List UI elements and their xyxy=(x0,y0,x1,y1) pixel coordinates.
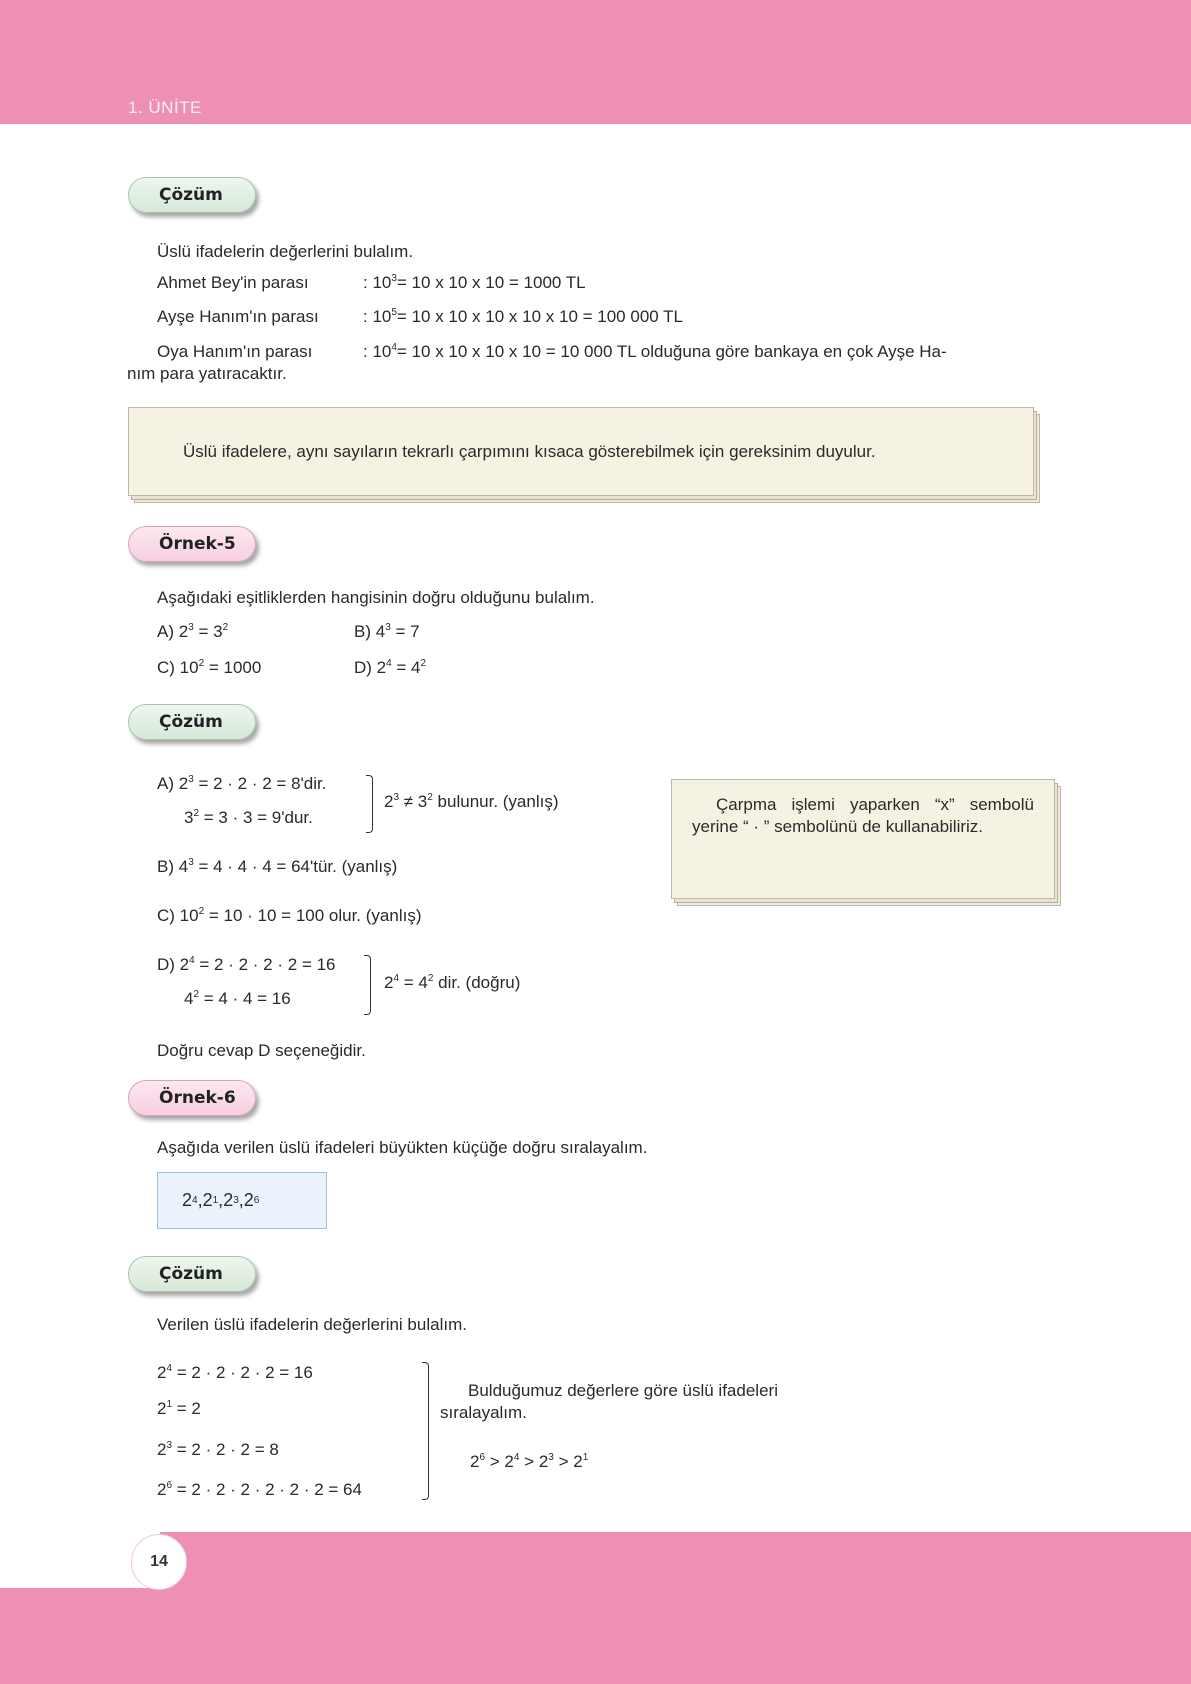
base: 2 xyxy=(157,1399,167,1418)
solution-b-line xyxy=(157,856,397,878)
math-text: = 4 xyxy=(399,973,428,992)
math-text: 4 xyxy=(184,989,194,1008)
exponent: 4 xyxy=(166,1363,173,1374)
exponent: 2 xyxy=(427,973,434,984)
exponent: 2 xyxy=(420,658,427,669)
base: 2 xyxy=(182,1190,193,1210)
side-note-text: Çarpma işlemi yaparken “x” sembolü yerine “ · ” sembolünü de kullanabiliriz. xyxy=(692,795,1034,836)
row-rest: = 10 x 10 x 10 x 10 x 10 = 100 000 TL xyxy=(396,307,683,326)
brace xyxy=(364,955,371,1015)
exponent: 4 xyxy=(513,1452,520,1463)
math-text: = 2 · 2 · 2 = 8 xyxy=(172,1440,279,1459)
exponent: 2 xyxy=(198,906,205,917)
answer-text: Doğru cevap D seçeneğidir. xyxy=(157,1041,366,1060)
base: 2 xyxy=(504,1452,514,1471)
row-ayse xyxy=(157,306,683,328)
exponent: 2 xyxy=(427,792,433,803)
option-text: C) 10 xyxy=(157,658,199,677)
math-text: D) 2 xyxy=(157,955,190,974)
info-note-text: Üslü ifadelere, aynı sayıların tekrarlı çarpımını kısaca gösterebilmek için gereksinim duyulur. xyxy=(183,441,876,461)
greater-than: > xyxy=(519,1452,539,1471)
exponent: 3 xyxy=(385,622,391,633)
row-label: Ahmet Bey'in parası xyxy=(157,273,309,292)
solution-6-intro: Verilen üslü ifadelerin değerlerini bulalım. xyxy=(157,1315,467,1334)
brace xyxy=(366,775,373,833)
separator: , xyxy=(238,1190,244,1210)
option-b xyxy=(354,621,420,643)
row-rest: = 10 x 10 x 10 = 1000 TL xyxy=(396,273,586,292)
row-base: : 10 xyxy=(363,273,392,292)
math-text: = 2 xyxy=(172,1399,201,1418)
exponent: 3 xyxy=(548,1452,554,1463)
option-text: B) 4 xyxy=(354,622,386,641)
math-text: = 2 · 2 · 2 · 2 = 16 xyxy=(172,1363,313,1382)
row-base: : 10 xyxy=(363,342,392,361)
base: 2 xyxy=(157,1363,167,1382)
exponent: 2 xyxy=(193,808,200,819)
math-text: C) 10 xyxy=(157,906,199,925)
math-text: bulunur. (yanlış) xyxy=(432,792,559,811)
option-text: A) 2 xyxy=(157,622,189,641)
info-note xyxy=(128,407,1034,496)
math-text: 2 xyxy=(384,792,394,811)
option-d xyxy=(354,657,426,679)
exponent: 2 xyxy=(198,658,205,669)
exponent: 6 xyxy=(479,1452,486,1463)
intro-text: Üslü ifadelerin değerlerini bulalım. xyxy=(157,242,414,261)
side-note xyxy=(671,779,1055,899)
exponent: 2 xyxy=(193,989,200,1000)
exponent: 1 xyxy=(166,1399,173,1410)
math-text: B) 4 xyxy=(157,857,189,876)
greater-than: > xyxy=(485,1452,505,1471)
row-oya xyxy=(157,341,947,363)
math-text: dir. (doğru) xyxy=(433,973,521,992)
math-text: ≠ 3 xyxy=(399,792,428,811)
exponent: 6 xyxy=(166,1480,173,1491)
solution-pill: Çözüm xyxy=(128,177,256,213)
value-line xyxy=(157,1362,313,1384)
example-6-pill: Örnek-6 xyxy=(128,1080,256,1116)
example-5-question: Aşağıdaki eşitliklerden hangisinin doğru olduğunu bulalım. xyxy=(157,588,595,607)
order-result xyxy=(470,1451,588,1473)
exponent: 3 xyxy=(188,774,194,785)
separator: , xyxy=(197,1190,203,1210)
base: 2 xyxy=(202,1190,213,1210)
solution-c-line xyxy=(157,905,422,927)
page-number: 14 xyxy=(131,1534,187,1590)
base: 2 xyxy=(157,1440,167,1459)
row-label: Ayşe Hanım'ın parası xyxy=(157,307,319,326)
example-6-question: Aşağıda verilen üslü ifadeleri büyükten küçüğe doğru sıralayalım. xyxy=(157,1138,648,1157)
exponent: 4 xyxy=(386,658,392,669)
base: 2 xyxy=(223,1190,234,1210)
math-text: = 10 · 10 = 100 olur. (yanlış) xyxy=(204,906,422,925)
greater-than: > xyxy=(553,1452,574,1471)
exponent-list-box: 2 4 , 2 1 , 2 3 , 2 6 xyxy=(157,1172,327,1229)
brace xyxy=(422,1362,429,1500)
option-a xyxy=(157,621,228,643)
math-text: = 4 · 4 = 16 xyxy=(199,989,291,1008)
exponent: 4 xyxy=(393,973,400,984)
base: 2 xyxy=(573,1452,583,1471)
math-text: 3 xyxy=(184,808,194,827)
row-base: : 10 xyxy=(363,307,392,326)
row-label: Oya Hanım'ın parası xyxy=(157,342,313,361)
base: 2 xyxy=(470,1452,480,1471)
solution-pill: Çözüm xyxy=(128,1256,256,1292)
math-text: = 2 · 2 · 2 = 8'dir. xyxy=(193,774,327,793)
row-rest: = 10 x 10 x 10 x 10 = 10 000 TL olduğuna göre bankaya en çok Ayşe Ha- xyxy=(396,342,947,361)
math-text: = 4 · 4 · 4 = 64'tür. (yanlış) xyxy=(193,857,398,876)
math-text: = 2 · 2 · 2 · 2 = 16 xyxy=(194,955,336,974)
row-exponent: 5 xyxy=(391,307,397,318)
math-text: = 2 · 2 · 2 · 2 · 2 · 2 = 64 xyxy=(172,1480,362,1499)
exponent: 3 xyxy=(188,857,194,868)
explain-line2: sıralayalım. xyxy=(440,1403,527,1422)
value-line xyxy=(157,1398,201,1420)
option-c xyxy=(157,657,261,679)
solution-a-line1 xyxy=(157,773,326,795)
solution-a-result xyxy=(384,791,559,813)
base: 2 xyxy=(538,1452,549,1471)
option-text: D) 2 xyxy=(354,658,387,677)
option-text: = 7 xyxy=(390,622,420,641)
solution-d-line2 xyxy=(184,988,291,1010)
separator: , xyxy=(218,1190,224,1210)
math-text: 2 xyxy=(384,973,394,992)
math-text: A) 2 xyxy=(157,774,189,793)
option-text: = 4 xyxy=(391,658,421,677)
exponent: 2 xyxy=(222,622,229,633)
solution-a-line2 xyxy=(184,807,313,829)
row-ahmet xyxy=(157,272,586,294)
exponent: 4 xyxy=(189,955,195,966)
option-text: = 1000 xyxy=(204,658,262,677)
solution-pill: Çözüm xyxy=(128,704,256,740)
base: 2 xyxy=(243,1190,254,1210)
exponent: 3 xyxy=(188,622,194,633)
value-line xyxy=(157,1439,279,1461)
base: 2 xyxy=(157,1480,167,1499)
continuation-text: nım para yatıracaktır. xyxy=(127,364,287,383)
exponent: 1 xyxy=(582,1452,589,1463)
row-exponent: 3 xyxy=(391,273,397,284)
solution-d-result xyxy=(384,972,520,994)
explain-line1: Bulduğumuz değerlere göre üslü ifadeleri xyxy=(468,1381,778,1400)
math-text: = 3 · 3 = 9'dur. xyxy=(199,808,313,827)
example-5-pill: Örnek-5 xyxy=(128,526,256,562)
value-line xyxy=(157,1479,362,1501)
exponent: 3 xyxy=(166,1440,173,1451)
exponent: 3 xyxy=(393,792,400,803)
row-exponent: 4 xyxy=(391,342,397,353)
solution-d-line1 xyxy=(157,954,336,976)
unit-label: 1. ÜNİTE xyxy=(128,98,202,117)
option-text: = 3 xyxy=(193,622,223,641)
